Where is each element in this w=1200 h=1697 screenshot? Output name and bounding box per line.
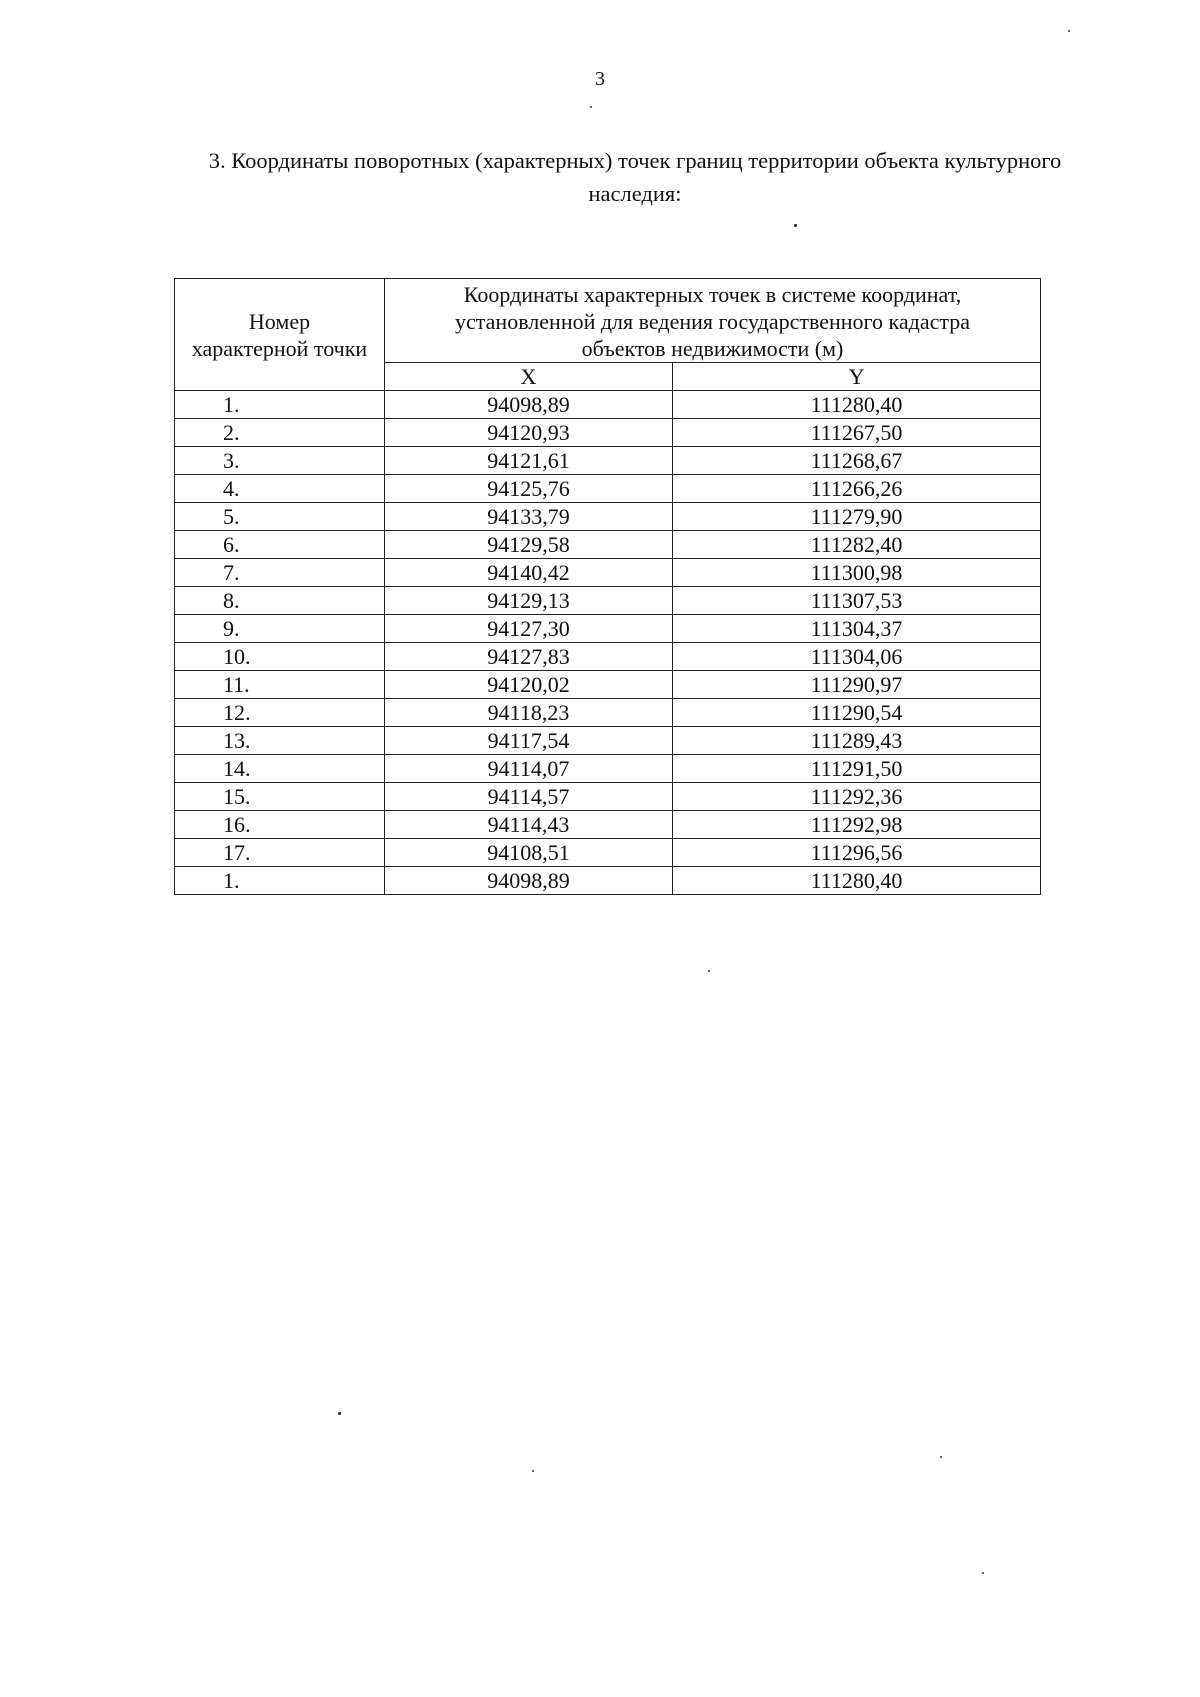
header-coordinates-line-3: объектов недвижимости (м) [581,336,844,361]
y-coordinate-cell: 111268,67 [673,447,1041,475]
x-coordinate-cell: 94140,42 [385,559,673,587]
page-number: 3 [595,68,605,90]
x-coordinate-cell: 94127,83 [385,643,673,671]
table-row [175,475,1041,503]
y-coordinate-cell: 111292,98 [673,811,1041,839]
table-row [175,531,1041,559]
y-coordinate-cell: 111280,40 [673,867,1041,895]
point-number-cell: 5. [175,503,385,531]
coordinates-table [174,278,1041,895]
table-row [175,839,1041,867]
y-coordinate-cell: 111296,56 [673,839,1041,867]
scan-speck [1068,30,1070,32]
scan-speck [982,1572,984,1574]
point-number-cell: 17. [175,839,385,867]
point-number-cell: 7. [175,559,385,587]
header-point-number-line-2: характерной точки [191,335,368,361]
x-coordinate-cell: 94098,89 [385,867,673,895]
x-coordinate-cell: 94120,02 [385,671,673,699]
point-number-cell: 4. [175,475,385,503]
x-coordinate-cell: 94114,57 [385,783,673,811]
y-coordinate-cell: 111279,90 [673,503,1041,531]
table-row [175,447,1041,475]
scan-speck [940,1456,942,1458]
x-coordinate-cell: 94129,13 [385,587,673,615]
point-number-cell: 13. [175,727,385,755]
header-coordinates-line-1: Координаты характерных точек в системе координат, [463,282,962,307]
table-row [175,811,1041,839]
point-number-cell: 3. [175,447,385,475]
point-number-cell: 8. [175,587,385,615]
x-coordinate-cell: 94121,61 [385,447,673,475]
y-coordinate-cell: 111304,06 [673,643,1041,671]
table-row [175,503,1041,531]
y-coordinate-cell: 111290,97 [673,671,1041,699]
x-coordinate-cell: 94114,07 [385,755,673,783]
section-heading-line-1: 3. Координаты поворотных (характерных) точек границ территории объекта культурного [208,148,1062,173]
header-coordinates-line-2: установленной для ведения государственного кадастра [455,309,970,334]
point-number-cell: 16. [175,811,385,839]
x-coordinate-cell: 94127,30 [385,615,673,643]
table-row [175,615,1041,643]
section-heading-line-2: наследия: [588,181,682,206]
header-coordinates [385,279,1041,363]
x-coordinate-cell: 94118,23 [385,699,673,727]
header-x: X [385,363,673,391]
point-number-cell: 1. [175,391,385,419]
table-row [175,643,1041,671]
point-number-cell: 14. [175,755,385,783]
y-coordinate-cell: 111291,50 [673,755,1041,783]
y-coordinate-cell: 111300,98 [673,559,1041,587]
point-number-cell: 1. [175,867,385,895]
section-heading [170,144,1100,210]
table-row [175,867,1041,895]
scan-speck [708,970,710,972]
x-coordinate-cell: 94120,93 [385,419,673,447]
header-point-number [175,279,385,391]
x-coordinate-cell: 94117,54 [385,727,673,755]
point-number-cell: 15. [175,783,385,811]
x-coordinate-cell: 94098,89 [385,391,673,419]
point-number-cell: 9. [175,615,385,643]
point-number-cell: 11. [175,671,385,699]
x-coordinate-cell: 94114,43 [385,811,673,839]
table-row [175,559,1041,587]
point-number-cell: 6. [175,531,385,559]
scan-speck [794,224,797,227]
table-row [175,699,1041,727]
header-point-number-line-1: Номер [248,308,311,334]
y-coordinate-cell: 111307,53 [673,587,1041,615]
table-row [175,671,1041,699]
x-coordinate-cell: 94108,51 [385,839,673,867]
table-header-row [175,279,1041,363]
y-coordinate-cell: 111280,40 [673,391,1041,419]
y-coordinate-cell: 111292,36 [673,783,1041,811]
scan-speck [590,106,592,108]
table-row [175,391,1041,419]
y-coordinate-cell: 111282,40 [673,531,1041,559]
table-row [175,727,1041,755]
table-body [175,391,1041,895]
point-number-cell: 12. [175,699,385,727]
x-coordinate-cell: 94133,79 [385,503,673,531]
table-row [175,587,1041,615]
table-row [175,419,1041,447]
scan-speck [532,1470,534,1472]
x-coordinate-cell: 94129,58 [385,531,673,559]
y-coordinate-cell: 111290,54 [673,699,1041,727]
y-coordinate-cell: 111267,50 [673,419,1041,447]
y-coordinate-cell: 111266,26 [673,475,1041,503]
scan-speck [338,1412,341,1415]
x-coordinate-cell: 94125,76 [385,475,673,503]
point-number-cell: 10. [175,643,385,671]
point-number-cell: 2. [175,419,385,447]
table-row [175,783,1041,811]
table-row [175,755,1041,783]
header-y: Y [673,363,1041,391]
y-coordinate-cell: 111304,37 [673,615,1041,643]
y-coordinate-cell: 111289,43 [673,727,1041,755]
